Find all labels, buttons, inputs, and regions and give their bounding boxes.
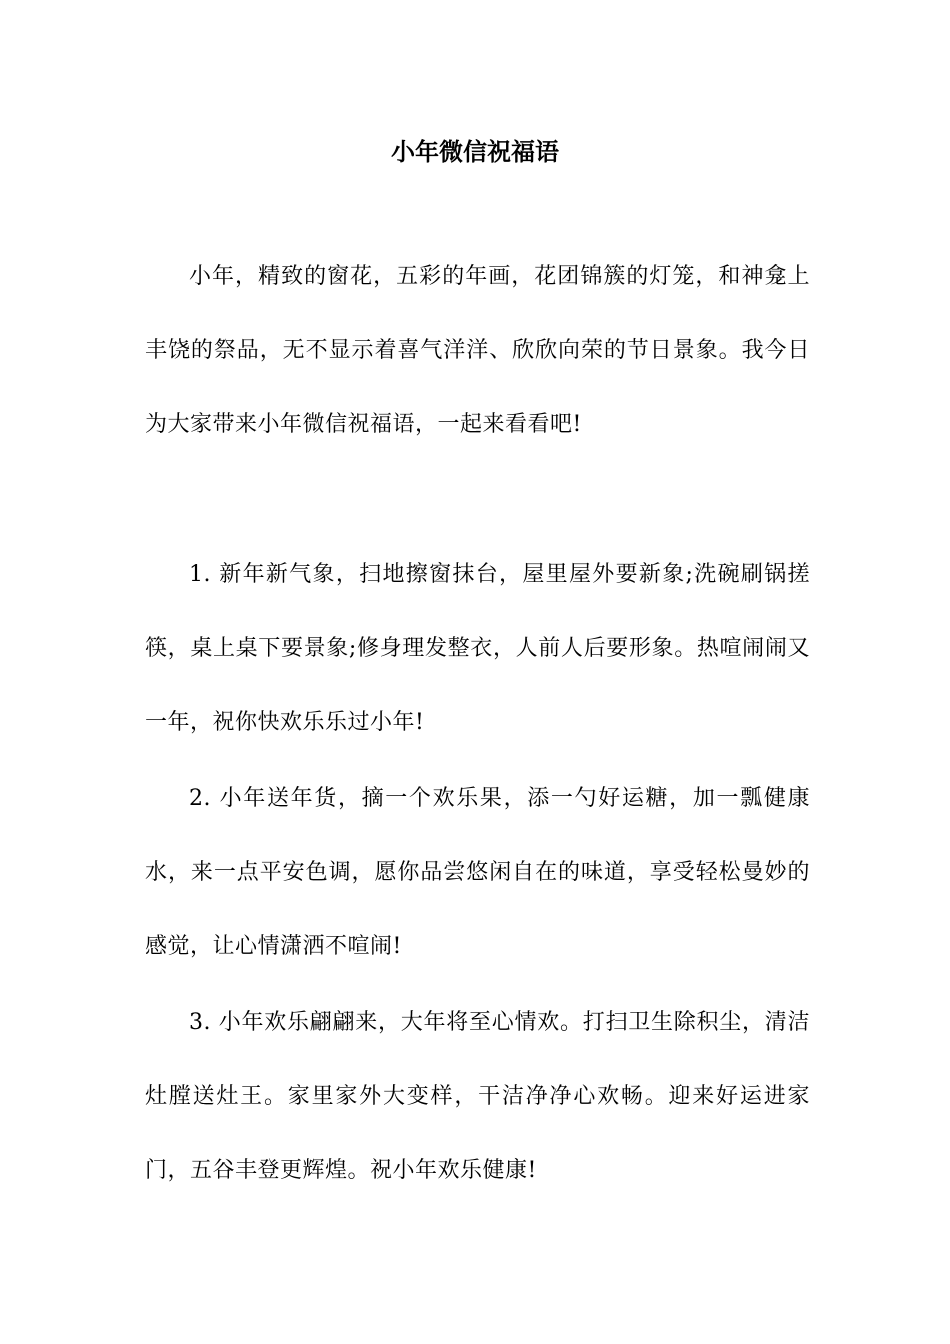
blessing-item-2: 2. 小年送年货，摘一个欢乐果，添一勺好运糖，加一瓢健康水，来一点平安色调，愿你品尝悠闲自在的味道，享受轻松曼妙的感觉，让心情潇洒不喧闹!: [145, 786, 810, 959]
page-title: 小年微信祝福语: [391, 137, 559, 166]
blessing-item-3: 3. 小年欢乐翩翩来，大年将至心情欢。打扫卫生除积尘，清洁灶膛送灶王。家里家外大变样，干洁净净心欢畅。迎来好运进家门，五谷丰登更辉煌。祝小年欢乐健康!: [145, 1010, 810, 1183]
blessing-item-1: 1. 新年新气象，扫地擦窗抹台，屋里屋外要新象;洗碗刷锅搓筷，桌上桌下要景象;修身理发整衣，人前人后要形象。热喧闹闹又一年，祝你快欢乐乐过小年!: [145, 562, 810, 735]
intro-paragraph: 小年，精致的窗花，五彩的年画，花团锦簇的灯笼，和神龛上丰饶的祭品，无不显示着喜气洋洋、欣欣向荣的节日景象。我今日为大家带来小年微信祝福语，一起来看看吧!: [145, 264, 810, 437]
